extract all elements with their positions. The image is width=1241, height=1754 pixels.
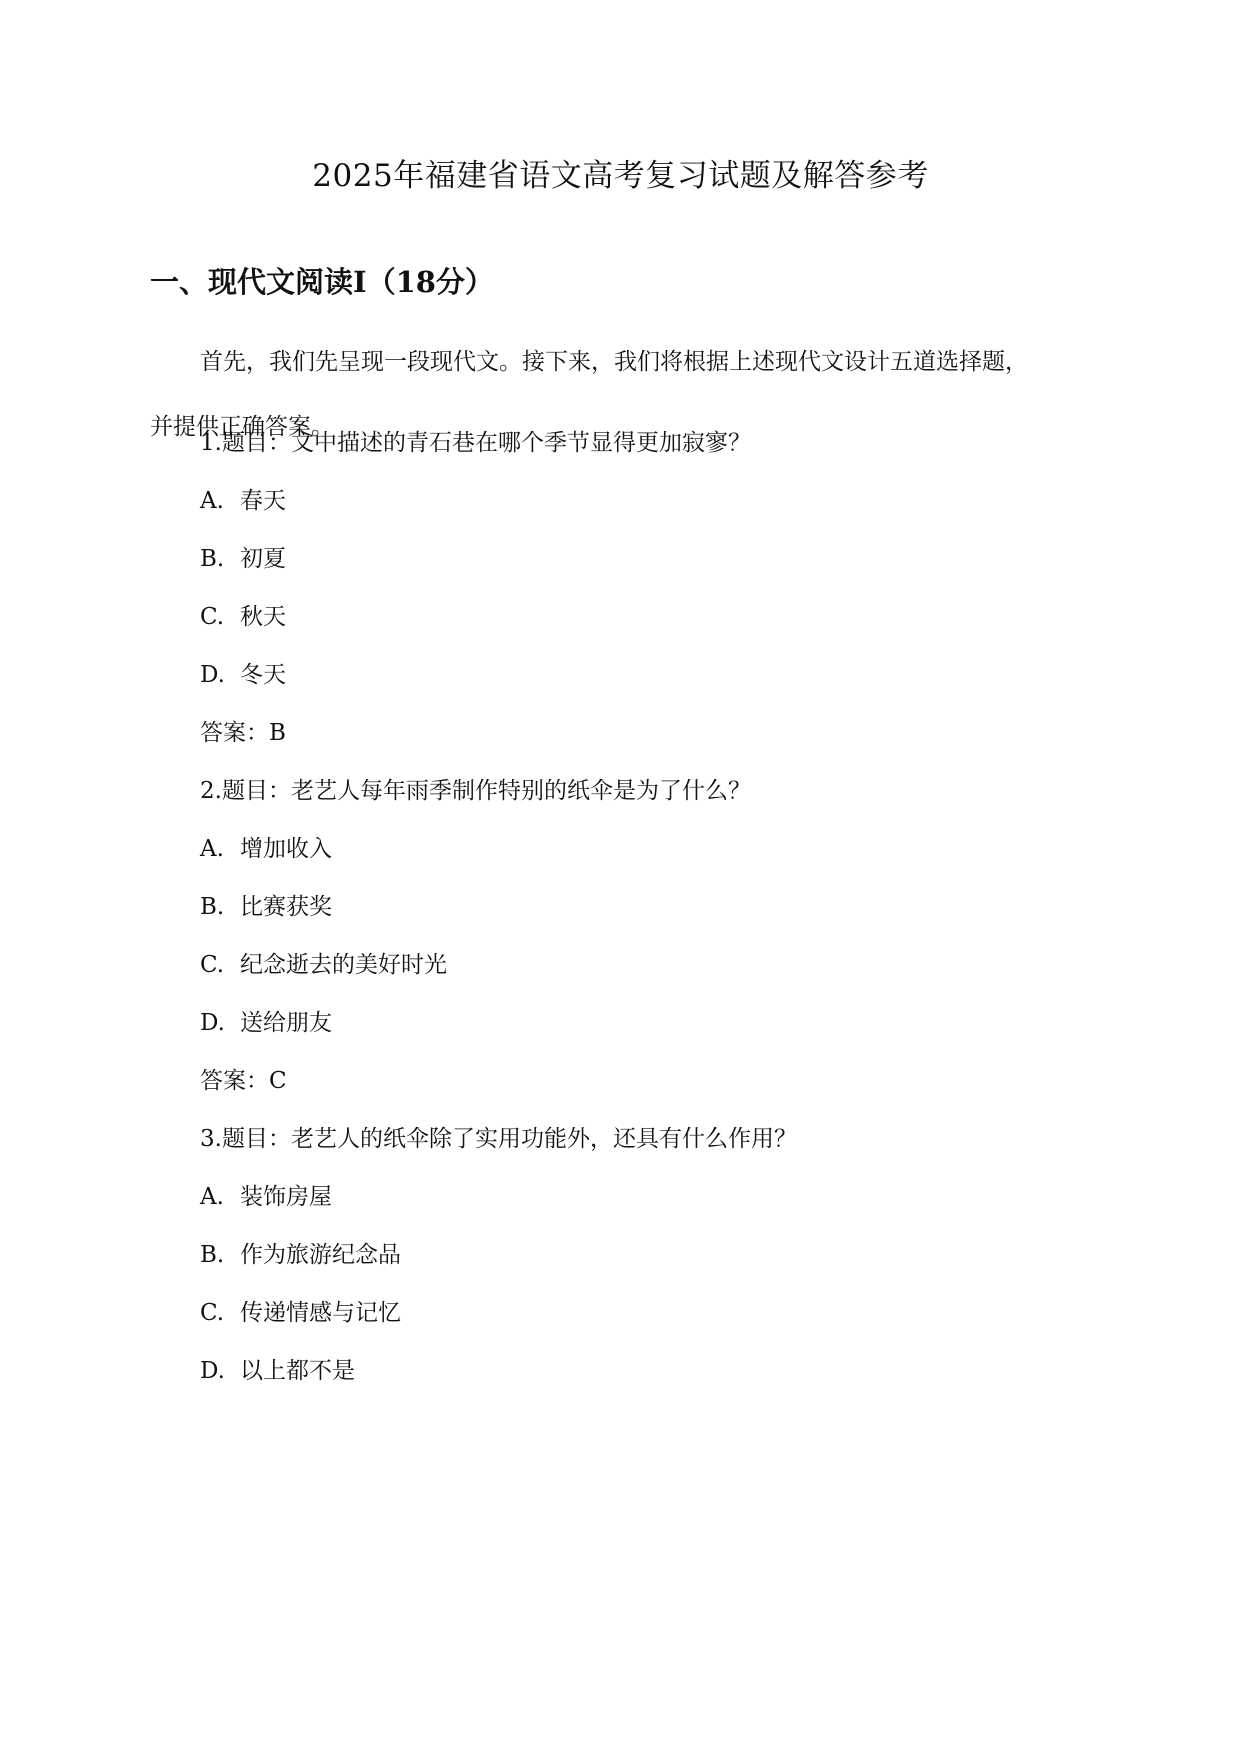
option-letter: B. <box>200 1242 225 1268</box>
option-text: 作为旅游纪念品 <box>240 1242 401 1268</box>
option-text: 增加收入 <box>240 836 332 862</box>
question-3-option-a <box>200 1182 332 1212</box>
question-3-prompt: 3.题目：老艺人的纸伞除了实用功能外，还具有什么作用？ <box>200 1126 797 1152</box>
question-1-option-a <box>200 486 286 516</box>
question-1-prompt: 1.题目：文中描述的青石巷在哪个季节显得更加寂寥？ <box>200 430 751 456</box>
option-letter: A. <box>200 1184 224 1210</box>
intro-paragraph-line-2: 并提供正确答案。 <box>150 414 334 440</box>
option-letter: B. <box>200 546 225 572</box>
question-2-option-d <box>200 1008 332 1038</box>
option-text: 冬天 <box>240 662 286 688</box>
option-text: 春天 <box>240 488 286 514</box>
option-text: 秋天 <box>240 604 286 630</box>
question-1-option-c <box>200 602 286 632</box>
question-2-prompt: 2.题目：老艺人每年雨季制作特别的纸伞是为了什么？ <box>200 778 751 804</box>
document-title: 2025年福建省语文高考复习试题及解答参考 <box>312 158 929 194</box>
question-2-answer: 答案：C <box>200 1068 287 1094</box>
option-text: 比赛获奖 <box>240 894 332 920</box>
question-3-option-c <box>200 1298 401 1328</box>
option-text: 初夏 <box>240 546 286 572</box>
question-2-option-c <box>200 950 447 980</box>
option-letter: C. <box>200 604 225 630</box>
question-3-option-b <box>200 1240 401 1270</box>
option-letter: D. <box>200 1358 225 1384</box>
intro-paragraph-line-1: 首先，我们先呈现一段现代文。接下来，我们将根据上述现代文设计五道选择题， <box>200 349 1028 375</box>
question-2-option-b <box>200 892 332 922</box>
option-text: 传递情感与记忆 <box>240 1300 401 1326</box>
option-text: 纪念逝去的美好时光 <box>240 952 447 978</box>
question-1-option-b <box>200 544 286 574</box>
option-letter: A. <box>200 488 224 514</box>
question-1-option-d <box>200 660 286 690</box>
option-text: 送给朋友 <box>240 1010 332 1036</box>
question-1-answer: 答案：B <box>200 720 286 746</box>
option-letter: C. <box>200 952 225 978</box>
question-3-option-d <box>200 1356 355 1386</box>
question-2-option-a <box>200 834 332 864</box>
option-letter: B. <box>200 894 225 920</box>
option-letter: D. <box>200 662 225 688</box>
option-text: 以上都不是 <box>240 1358 355 1384</box>
option-letter: D. <box>200 1010 225 1036</box>
section-heading: 一、现代文阅读Ⅰ（18分） <box>150 265 494 299</box>
option-text: 装饰房屋 <box>240 1184 332 1210</box>
option-letter: C. <box>200 1300 225 1326</box>
option-letter: A. <box>200 836 224 862</box>
